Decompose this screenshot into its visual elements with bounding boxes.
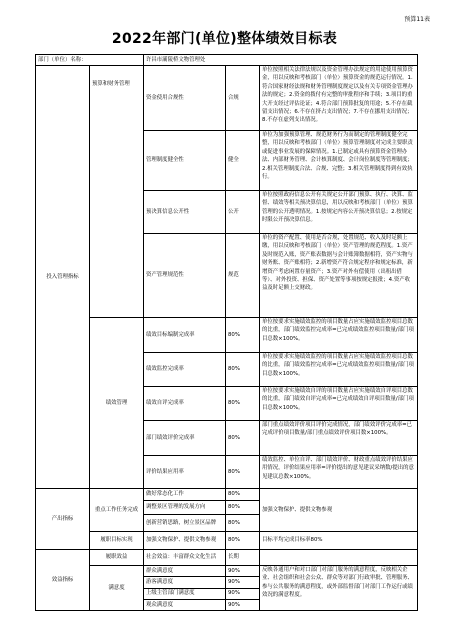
- indicator-name: 管理制度健全性: [144, 131, 226, 191]
- indicator-value: 80%: [226, 489, 260, 501]
- indicator-value: 80%: [226, 456, 260, 489]
- indicator-name: 评价结果应用率: [144, 456, 226, 489]
- indicator-desc: 单位按要求实施绩效监控的项目数量占应实施绩效监控项目总数的比重，部门绩效监控完成率=已完成绩效监控项目数量/部门项目总数×100%。: [262, 319, 414, 342]
- l2-benefit: 履职效益: [90, 550, 144, 566]
- indicator-desc: 单位按照相关法律法规以及资金管理办法规定的用途使用预算资金，用以反映和考核部门（单位）预算资金的规范运行情况。1.符合国家财经法规和财务管理制度规定以及有关专项资金管理办法的规定；2.资金的拨付有完整的审批程序和手续；3.项目的重大开支经过评估论证；4.符合部门预算批复的用途；5.不存在截留支出情况；6.不存在挤占支出情况；7.不存在挪用支出情况；8.不存在虚列支出情况。: [262, 67, 413, 124]
- indicator-value: 90%: [226, 566, 260, 577]
- l1-effect: 效益指标: [36, 550, 90, 611]
- l1-output: 产出指标: [36, 489, 90, 550]
- indicator-name: 创新营销思路，树立景区品牌: [144, 515, 226, 532]
- indicator-name: 资金使用合规性: [144, 66, 226, 131]
- indicator-desc: 单位的资产配置、使用是否合规，处置规范、收入及时足额上缴，用以反映和考核部门（单位）资产管理的规范程度。1.资产及时规范入账，资产账表数据与会计账簿数据相符，资产实物与财务账、资产账相符；2.新增资产符合规定程序和规定标准，新增资产考虑闲置存量资产；3.资产对外有偿使用（出租出借等）、对外投资、担保、资产处置等事项按规定报批；4.资产收益及时足额上交财政。: [262, 235, 413, 292]
- indicator-name: 绩效自评完成率: [144, 387, 226, 421]
- indicator-name: 社会效益：丰富群众文化生活: [144, 550, 226, 566]
- indicator-desc: 目标平均完成目标率80%: [260, 532, 418, 550]
- indicator-value: 90%: [226, 599, 260, 610]
- indicator-desc: 单位按要求实施绩效自评的项目数量占应实施绩效自评项目总数的比重，部门绩效自评完成率=已完成绩效自评项目数量/部门项目总数×100%。: [262, 388, 414, 411]
- indicator-value: 80%: [226, 421, 260, 456]
- indicator-value: 80%: [226, 515, 260, 532]
- indicator-desc: 部门重点绩效评价项目评价完成情况，部门绩效评价完成率=已完成评价项目数量/部门重点绩效评价项目数×100%。: [262, 422, 413, 437]
- indicator-value: 80%: [226, 501, 260, 515]
- dept-name: 许昌市灞陵桥文物管理处: [144, 55, 418, 66]
- performance-table: [35, 54, 418, 611]
- indicator-value: 90%: [226, 577, 260, 588]
- indicator-desc: 绩效监控、单位自评、部门绩效评价、财政重点绩效评价结果应用情况，评价结果应用率=评价提出的意见建议采纳数/提出的意见建议总数×100%。: [262, 457, 414, 480]
- l1-input: 投入管理指标: [36, 66, 90, 489]
- indicator-name: 绩效监控完成率: [144, 353, 226, 387]
- indicator-value: 80%: [226, 387, 260, 421]
- indicator-name: 观众满意度: [144, 599, 226, 610]
- indicator-desc: 单位为加强预算管理、规范财务行为而制定的管理制度健全完整，用以反映和考核部门（单位）预算管理制度对完成主要职责或促进事业发展的保障情况。1.已制定或具有预算资金管理办法、内部财务管理、会计核算制度、会计岗位制度等管理制度；2.相关管理制度合法、合规、完整；3.相关管理制度得到有效执行。: [262, 132, 413, 181]
- l2-perf-mgmt: 绩效管理: [90, 318, 144, 489]
- indicator-desc: 单位按照政府信息公开有关规定公开部门预算、执行、决算、监督、绩效等相关预决算信息，用以反映和考核部门（单位）预算管理的公开透明情况。1.按规定内容公开预决算信息；2.按规定时限公开预决算信息。: [262, 192, 413, 224]
- indicator-value: 80%: [226, 353, 260, 387]
- indicator-value: 公开: [226, 191, 260, 234]
- indicator-value: 80%: [226, 318, 260, 353]
- indicator-name: 预决算信息公开性: [144, 191, 226, 234]
- indicator-value: 90%: [226, 588, 260, 599]
- indicator-name: 调整景区管理的发展方向: [144, 501, 226, 515]
- l2-key-work: 重点工作任务完成: [90, 489, 144, 532]
- dept-label: 部门（单位）名称：: [36, 55, 144, 66]
- indicator-name: 绩效目标编制完成率: [144, 318, 226, 353]
- indicator-value: 长期: [226, 550, 260, 566]
- l2-satisfaction: 满意度: [90, 566, 144, 611]
- l2-budget-finance: 预算和财务管理: [90, 66, 144, 318]
- indicator-name: 上级主管部门满意度: [144, 588, 226, 599]
- indicator-value: 规范: [226, 234, 260, 318]
- indicator-desc: 加强文物保护、提供文物参观: [260, 489, 418, 532]
- indicator-name: 资产管理规范性: [144, 234, 226, 318]
- page-title: 2022年部门(单位)整体绩效目标表: [111, 31, 338, 47]
- indicator-value: 80%: [226, 532, 260, 550]
- indicator-name: 群众满意度: [144, 566, 226, 577]
- l2-duty: 履职目标实现: [90, 532, 144, 550]
- indicator-value: 健全: [226, 131, 260, 191]
- indicator-name: 游客满意度: [144, 577, 226, 588]
- indicator-name: 加强文物保护、提供文物参观: [144, 532, 226, 550]
- form-number: 预算11表: [404, 16, 430, 23]
- indicator-desc: [260, 550, 418, 566]
- indicator-name: 部门绩效评价完成率: [144, 421, 226, 456]
- indicator-value: 合规: [226, 66, 260, 131]
- indicator-desc: 反映各通用户和对口部门对部门服务的满意程度，反映相关企业、社会组织和社会公众、群众等对部门行政审批、管理服务、参与公共服务的满意程度，或外部监督部门对部门工作运行或绩效况的满意程度。: [262, 567, 413, 599]
- indicator-desc: 单位按要求实施绩效监控的项目数量占应实施绩效监控项目总数的比重，部门绩效监控完成率=已完成绩效监控项目数量/部门项目总数×100%。: [262, 354, 414, 377]
- indicator-name: 做好常态化工作: [144, 489, 226, 501]
